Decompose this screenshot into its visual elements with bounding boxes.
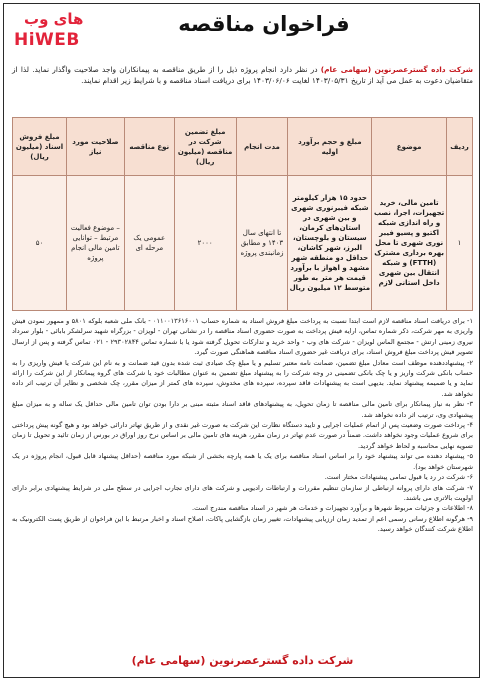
header-cell-qualification: صلاحیت مورد نیاز [66, 118, 124, 176]
logo-text-fa: های وب [24, 10, 84, 28]
header-cell-guarantee: مبلغ تضمین شرکت در مناقصه (میلیون ریال) [174, 118, 236, 176]
header-cell-index: ردیف [447, 118, 473, 176]
cell-index: ۱ [447, 176, 473, 311]
header-cell-type: نوع مناقصه [124, 118, 174, 176]
term-item: ۵- پیشنهاد دهنده می تواند پیشنهاد خود را بر اساس اسناد مناقصه برای یک یا همه پارچه بخشی از شبکه مورد مناقصه (حداقل پیشنهاد قابل قبول، انجام پروژه در یک شهرستان خواهد بود). [12, 452, 473, 471]
term-item: ۸- اطلاعات و جزئیات مربوط شهرها و برآورد تجهیزات و خدمات هر شهر در اسناد مناقصه مندرج است. [192, 504, 473, 513]
term-item: ۴- پرداخت صورت وضعیت پس از اتمام عملیات اجرایی و تایید دستگاه نظارت این شرکت به صورت غیر نقدی و از طریق تهاتر دارائی خواهد بود و هیچ گونه پیش پرداختی برای شروع عملیات وجود نخواهد داشت. ضمناً در صورت عدم تهاتر در زمان مقرر، هزینه های تامین مالی بر اساس نرخ روز اوراق در بورس از زمان تائید و تحویل تا زمان تسویه نهایی محاسبه و لحاظ خواهد گردید. [12, 421, 473, 450]
intro-paragraph [12, 64, 473, 86]
cell-qualification: – موضوع فعالیت مرتبط – توانایی تامین مالی انجام پروژه [66, 176, 124, 311]
term-item: ۹- هرگونه اطلاع رسانی رسمی اعم از تمدید زمان ارزیابی پیشنهادات، تغییر زمان بازگشایی پاکات، اصلاح اسناد و اخبار مرتبط با این فراخوان از طریق پست الکترونیک به اطلاع شرکت کنندگان خواهد رسید. [12, 514, 473, 534]
term-item: ۶- شرکت در رد یا قبول تمامی پیشنهادات مختار است. [324, 473, 473, 482]
header-cell-estimate: مبلغ و حجم برآورد اولیه [288, 118, 372, 176]
company-signature: شرکت داده گسترعصرنوین (سهامی عام) [131, 654, 354, 667]
cell-subject: تامین مالی، خرید تجهیزات، اجرا، نصب و راه اندازی شبکه اکتیو و پسیو فیبر نوری شهری تا محل بهره برداری مشترک (FTTH) و شبکه انتقال بین شهری داخل استانی لازم [372, 176, 447, 311]
term-item: ۳- نظر به نیاز پیمانکار برای تامین مالی مناقصه تا زمان تحویل، به پیشنهادهای فاقد اسناد مثبته مبنی بر دارا بودن توان تامین مالی حداقل یک ساله و به میزان مبلغ پیشنهادی وی، ترتیب اثر داده نخواهد شد. [12, 400, 473, 419]
term-item: ۷- شرکت های دارای پروانه ارتباطی از سازمان تنظیم مقررات و ارتباطات رادیویی و شرکت های دارای تجارب اجرایی در سطح ملی در شرایط پیشنهادی برابر دارای اولویت بالاتری می باشند. [12, 483, 473, 502]
table-row [13, 176, 473, 311]
header-cell-duration: مدت انجام [236, 118, 288, 176]
hiweb-logo [10, 10, 92, 54]
cell-doc-price: ۵۰ [13, 176, 67, 311]
logo-text-en: HiWEB [14, 30, 80, 50]
intro-text: در نظر دارد انجام پروژه ذیل را از طریق مناقصه به پیمانکاران واجد صلاحیت واگذار نماید. لذا از متقاضیان دعوت به عمل می آید از تاریخ ۱۴۰۳/۰۵/۳۱ لغایت ۱۴۰۳/۰۶/۰۶ برای دریافت اسناد مناقصه و با شرایط زیر اقدام نمایند. [12, 65, 473, 85]
term-item: ۲- پیشنهاددهنده موظف است معادل مبلغ تضمین، ضمانت نامه معتبر تسلیم و یا مبلغ چک صیادی ثبت شده بدون قید ضمانت و به نام این شرکت یا فیش واریزی را به حساب بانکی شرکت واریز و یا چک بانکی تضمینی در وجه شرکت را به پیشنهاد مبلغ تضمین به عنوان مطالبات خود یا شرکت های گروه پیمانکار از این شرکت را ارائه نماید و یا ضمیمه پیشنهاد نماید. بدیهی است به پیشنهادات فاقد سپرده، سپرده های مخدوش، سپرده های کمتر از میزان مقرر، چک شخصی و نظایر آن ترتیب اثر داده نخواهد شد. [12, 358, 473, 398]
company-name: شرکت داده گسترعصرنوین (سهامی عام) [320, 65, 473, 74]
header-cell-doc-price: مبلغ فروش اسناد (میلیون ریال) [13, 118, 67, 176]
table-header-row [13, 118, 473, 176]
header-cell-subject: موضوع [372, 118, 447, 176]
header [4, 4, 481, 60]
tender-table [12, 117, 473, 311]
cell-duration: تا انتهای سال ۱۴۰۳ و مطابق زمانبندی پروژه [236, 176, 288, 311]
page-frame [3, 3, 480, 678]
page-title: فراخوان مناقصه [178, 12, 350, 36]
cell-type: عمومی یک مرحله ای [124, 176, 174, 311]
cell-guarantee: ۲۰۰۰ [174, 176, 236, 311]
term-item: ۱- برای دریافت اسناد مناقصه لازم است ابتدا نسبت به پرداخت مبلغ فروش اسناد به شماره حساب ۰۱۱۰۰۱۳۶۱۶۰۰۱ - بانک ملی شعبه بلوکه ۵۸۰۱ و ممهور نمودن فیش واریزی به مهر شرکت، ذکر شماره تماس، ارایه فیش پرداخت به صورت حضوری اسناد مناقصه را در نشانی تهران - لویزان - بزرگراه شهید سرلشکر بابائی - بلوار سرداد نیروی زمینی ارتش - مجتمع الماس لویزان - شرکت های وب - واحد خرید و تدارکات تحویل گرفته شود یا با شماره تماس ۲۹۳۰۲۸۴۴ - ۰۲۱ تماس گرفته و پس از ارسال تصویر فیش پرداخت مبلغ فروش اسناد، برای دریافت غیر حضوری اسناد مناقصه هماهنگی صورت گیرد. [12, 317, 473, 357]
terms-list [12, 316, 473, 535]
cell-estimate: حدود ۱۵ هزار کیلومتر شبکه فیبرنوری شهری و بین شهری در استان‌های کرمان، سیستان و بلوچستان، البرز، شهر کاشان، حداقل دو منطقه شهر مشهد و اهواز با برآورد قیمت هر متر به طور متوسط ۱۲ میلیون ریال [288, 176, 372, 311]
